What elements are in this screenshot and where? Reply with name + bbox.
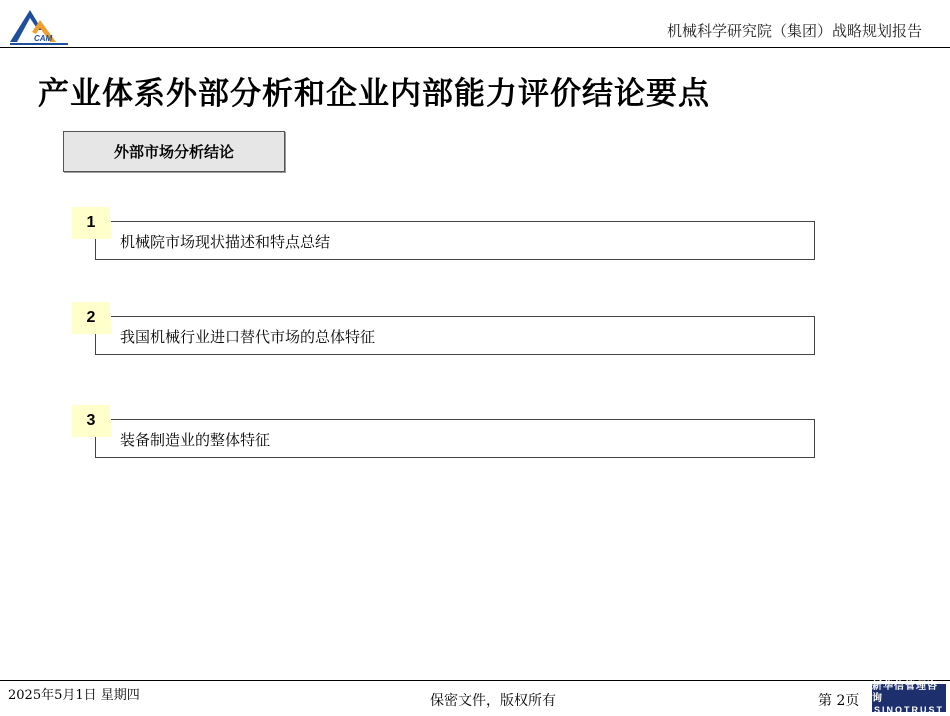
item-text: 机械院市场现状描述和特点总结: [120, 233, 331, 251]
item-text: 装备制造业的整体特征: [120, 431, 271, 449]
footer-date: 2025年5月1日 星期四: [8, 688, 140, 703]
sinotrust-logo: [872, 680, 946, 715]
list-item: [72, 302, 816, 358]
confidential-notice: 保密文件，版权所有: [430, 693, 556, 709]
list-item: [72, 207, 816, 263]
report-title: 机械科学研究院（集团）战略规划报告: [666, 22, 922, 40]
page-number: 第 2页: [818, 693, 860, 709]
brand-cn: 新华信管理咨询: [872, 680, 938, 704]
list-item: [72, 405, 816, 461]
page-title: 产业体系外部分析和企业内部能力评价结论要点: [38, 76, 710, 112]
item-number: 3: [72, 405, 110, 437]
footer-divider: [0, 680, 950, 681]
brand-en: SINOTRUST: [873, 704, 944, 715]
header-divider: [0, 47, 950, 48]
company-logo: [8, 6, 70, 46]
section-label-box: [63, 131, 285, 172]
logo-text: CAM: [34, 34, 53, 43]
section-label: 外部市场分析结论: [113, 143, 234, 161]
item-number: 2: [72, 302, 110, 334]
item-number: 1: [72, 207, 110, 239]
item-text: 我国机械行业进口替代市场的总体特征: [120, 328, 376, 346]
